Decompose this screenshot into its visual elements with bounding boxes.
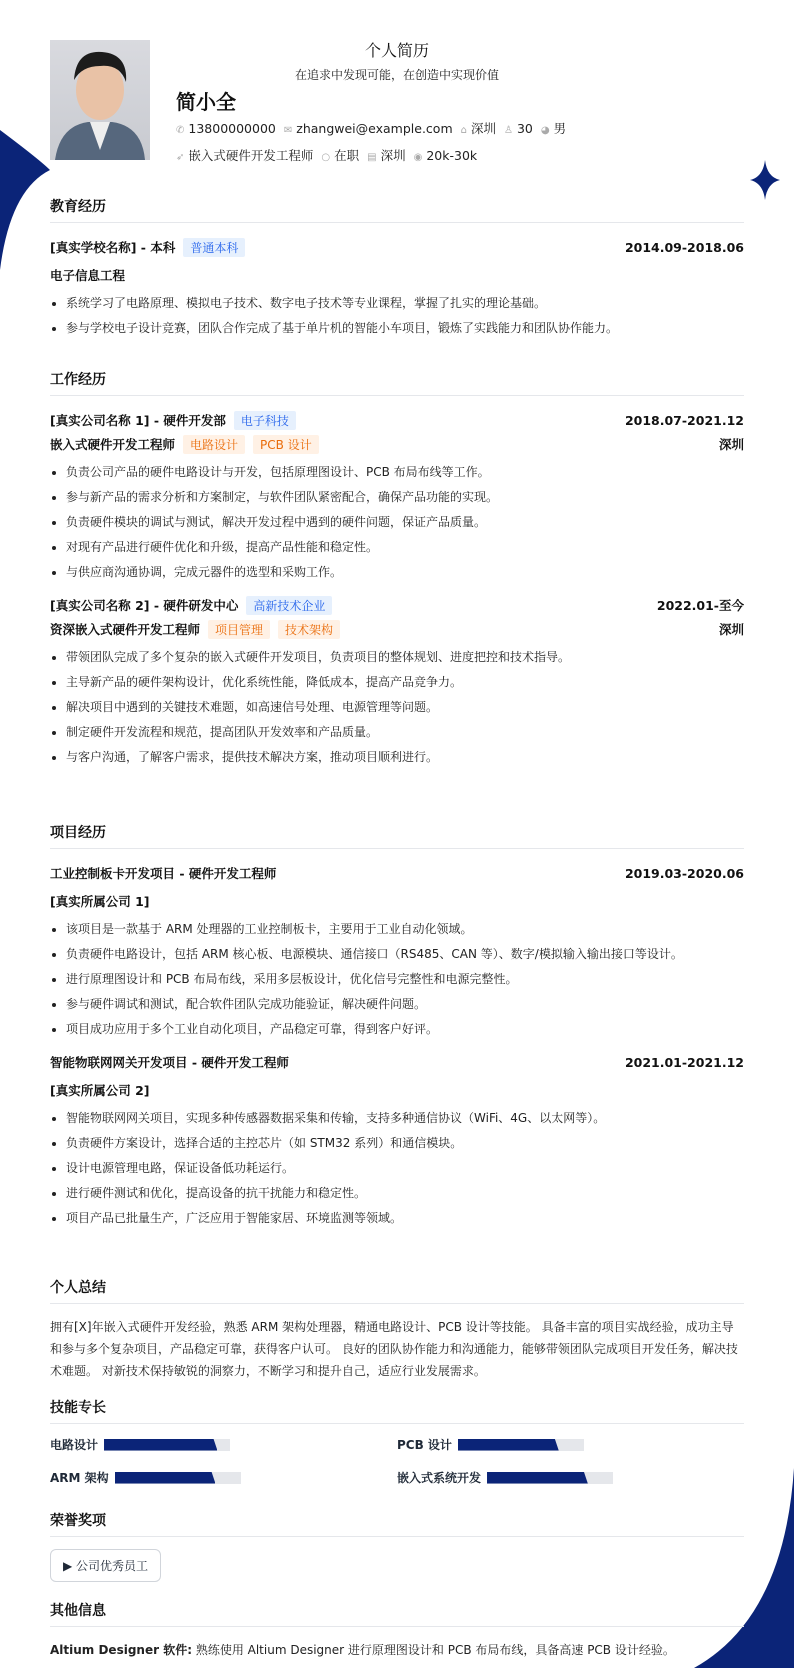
project-name: 智能物联网网关开发项目 - 硬件开发工程师 (50, 1055, 289, 1070)
list-item: 带领团队完成了多个复杂的嵌入式硬件开发项目，负责项目的整体规划、进度把控和技术指导。 (50, 645, 744, 670)
skill-bar-fill (104, 1439, 217, 1451)
job-entry (50, 408, 744, 585)
work-section (50, 369, 744, 778)
section-title: 其他信息 (50, 1600, 744, 1627)
company-tag: 高新技术企业 (246, 596, 332, 615)
section-title: 工作经历 (50, 369, 744, 396)
list-item: 进行硬件测试和优化，提高设备的抗干扰能力和稳定性。 (50, 1181, 744, 1206)
company: [真实公司名称 1] - 硬件开发部 (50, 412, 226, 428)
list-item: 制定硬件开发流程和规范，提高团队开发效率和产品质量。 (50, 720, 744, 745)
skill-name: 嵌入式系统开发 (397, 1471, 482, 1485)
skill-item (397, 1469, 744, 1486)
project-date: 2019.03-2020.06 (624, 865, 744, 881)
award-item[interactable]: ▶ 公司优秀员工 (50, 1549, 161, 1582)
salary-icon: ◉ (413, 151, 423, 163)
contact-item: ♙ 30 (504, 120, 533, 136)
motto: 在追求中发现可能，在创造中实现价值 (294, 68, 499, 82)
project-entry (50, 861, 744, 1042)
skill-bar (487, 1472, 613, 1484)
skill-name: 电路设计 (50, 1438, 99, 1452)
section-title: 荣誉奖项 (50, 1510, 744, 1537)
position-icon: ➶ (176, 152, 185, 163)
project-entry (50, 1050, 744, 1231)
company-tag: 电子科技 (234, 411, 296, 430)
company: [真实公司名称 2] - 硬件研发中心 (50, 597, 239, 613)
project-name: 工业控制板卡开发项目 - 硬件开发工程师 (50, 866, 277, 881)
skill-name: ARM 架构 (50, 1471, 109, 1485)
list-item: 负责公司产品的硬件电路设计与开发，包括原理图设计、PCB 布局布线等工作。 (50, 460, 744, 485)
section-title: 教育经历 (50, 196, 744, 223)
summary-section (50, 1277, 744, 1382)
intent-item: ➶ 嵌入式硬件开发工程师 (176, 148, 314, 163)
skill-item (50, 1469, 397, 1486)
major: 电子信息工程 (50, 268, 126, 283)
job-city: 深圳 (718, 437, 744, 452)
skills-section (50, 1397, 744, 1486)
gender-icon: ◕ (540, 125, 550, 136)
list-item: 设计电源管理电路，保证设备低功耗运行。 (50, 1156, 744, 1181)
project-section (50, 822, 744, 1239)
skill-bar-fill (458, 1439, 559, 1451)
job-role: 嵌入式硬件开发工程师 (50, 436, 176, 452)
triangle-icon: ▶ (63, 1559, 77, 1573)
job-city: 深圳 (718, 622, 744, 637)
intent-item: ▤ 深圳 (367, 148, 406, 163)
phone-icon: ✆ (176, 124, 185, 136)
other-section (50, 1600, 744, 1661)
summary-text: 拥有[X]年嵌入式硬件开发经验，熟悉 ARM 架构处理器，精通电路设计、PCB 设计等技能。 具备丰富的项目实战经验，成功主导和参与多个复杂项目，产品稳定可靠，获得客户认可。 良好的团队协作能力和沟通能力，能够带领团队完成项目开发任务，解决技术难题。 对新技术保持敏锐的洞察力，不断学习和提升自己，适应行业发展需求。 (50, 1320, 738, 1378)
list-item: 与供应商沟通协调，完成元器件的选型和采购工作。 (50, 560, 744, 585)
contact-info (176, 119, 566, 137)
list-item: 该项目是一款基于 ARM 处理器的工业控制板卡，主要用于工业自动化领域。 (50, 917, 744, 942)
list-item: 负责硬件方案设计，选择合适的主控芯片（如 STM32 系列）和通信模块。 (50, 1131, 744, 1156)
status-icon: ○ (321, 152, 331, 163)
list-item: 系统学习了电路原理、模拟电子技术、数字电子技术等专业课程，掌握了扎实的理论基础。 (50, 291, 744, 316)
star-icon (750, 160, 780, 200)
skill-bar-fill (487, 1472, 588, 1484)
job-intent (176, 146, 477, 164)
list-item: 负责硬件模块的调试与测试，解决开发过程中遇到的硬件问题，保证产品质量。 (50, 510, 744, 535)
list-item: 解决项目中遇到的关键技术难题，如高速信号处理、电源管理等问题。 (50, 695, 744, 720)
list-item: 智能物联网网关项目，实现多种传感器数据采集和传输，支持多种通信协议（WiFi、4G、以太网等）。 (50, 1106, 744, 1131)
role-tag: 电路设计 (183, 435, 245, 454)
list-item: 与客户沟通，了解客户需求，提供技术解决方案，推动项目顺利进行。 (50, 745, 744, 770)
job-role: 资深嵌入式硬件开发工程师 (50, 621, 201, 637)
project-company: [真实所属公司 2] (50, 1083, 150, 1098)
list-item: 项目产品已批量生产，广泛应用于智能家居、环境监测等领域。 (50, 1206, 744, 1231)
age-icon: ♙ (504, 124, 513, 136)
role-tag: PCB 设计 (253, 435, 319, 454)
contact-item: ✆ 13800000000 (176, 120, 276, 136)
skill-item (50, 1436, 397, 1453)
list-item: 主导新产品的硬件架构设计，优化系统性能，降低成本，提高产品竞争力。 (50, 670, 744, 695)
mail-icon: ✉ (283, 124, 293, 136)
skill-bar-fill (115, 1472, 216, 1484)
list-item: 项目成功应用于多个工业自动化项目，产品稳定可靠，得到客户好评。 (50, 1017, 744, 1042)
project-date: 2021.01-2021.12 (624, 1054, 744, 1070)
list-item: 参与硬件调试和测试，配合软件团队完成功能验证，解决硬件问题。 (50, 992, 744, 1017)
list-item: 负责硬件电路设计，包括 ARM 核心板、电源模块、通信接口（RS485、CAN 等）、数字/模拟输入输出接口等设计。 (50, 942, 744, 967)
education-row: [真实学校名称] - 本科 普通本科 2014.09-2018.06 (50, 239, 744, 255)
candidate-name: 简小全 (176, 90, 236, 114)
other-label: Altium Designer 软件: (50, 1643, 192, 1657)
awards-section (50, 1510, 744, 1582)
job-date: 2022.01-至今 (656, 598, 744, 613)
list-item: 进行原理图设计和 PCB 布局布线，采用多层板设计，优化信号完整性和电源完整性。 (50, 967, 744, 992)
intent-item: ◉ 20k-30k (413, 147, 478, 163)
list-item: 对现有产品进行硬件优化和升级，提高产品性能和稳定性。 (50, 535, 744, 560)
home-icon: ⌂ (460, 125, 467, 136)
project-company: [真实所属公司 1] (50, 894, 150, 909)
education-section (50, 196, 744, 349)
skill-item (397, 1436, 744, 1453)
skill-bar (115, 1472, 241, 1484)
list-item: 参与学校电子设计竞赛，团队合作完成了基于单片机的智能小车项目，锻炼了实践能力和团队协作能力。 (50, 316, 744, 341)
degree-tag: 普通本科 (183, 238, 245, 257)
role-tag: 技术架构 (278, 620, 340, 639)
list-item: 参与新产品的需求分析和方案制定，与软件团队紧密配合，确保产品功能的实现。 (50, 485, 744, 510)
section-title: 技能专长 (50, 1397, 744, 1424)
contact-item: ⌂ 深圳 (460, 121, 497, 136)
other-text: 熟练使用 Altium Designer 进行原理图设计和 PCB 布局布线，具备高速 PCB 设计经验。 (195, 1643, 675, 1657)
contact-item: ✉ zhangwei@example.com (283, 120, 453, 136)
skill-bar (104, 1439, 230, 1451)
skill-bar (458, 1439, 584, 1451)
section-title: 个人总结 (50, 1277, 744, 1304)
city-icon: ▤ (367, 152, 377, 163)
intent-item: ○ 在职 (321, 148, 360, 163)
section-title: 项目经历 (50, 822, 744, 849)
contact-item: ◕ 男 (540, 121, 567, 136)
job-entry (50, 593, 744, 770)
job-date: 2018.07-2021.12 (624, 412, 744, 428)
skill-name: PCB 设计 (397, 1438, 452, 1452)
resume-title: 个人简历 (364, 41, 429, 60)
role-tag: 项目管理 (208, 620, 270, 639)
